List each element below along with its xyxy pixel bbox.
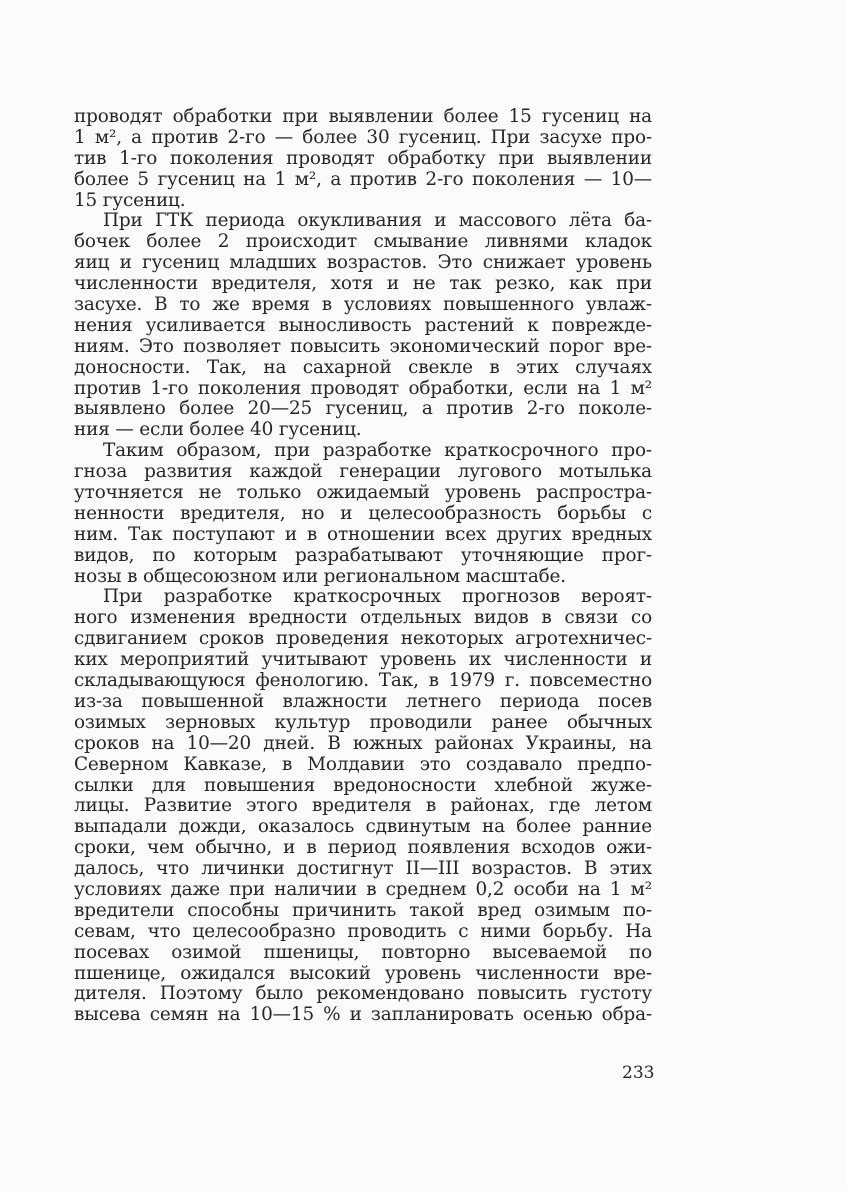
text-line: ния — если более 40 гусениц.	[74, 419, 362, 441]
text-line: нения усиливается выносливость растений к поврежде-	[74, 314, 652, 336]
text-line: ним. Так поступают и в отношении всех других вредных	[74, 523, 652, 545]
text-line: гноза развития каждой генерации лугового мотылька	[74, 461, 652, 483]
text-line: севам, что целесообразно проводить с ними борьбу. На	[74, 920, 652, 942]
text-line: далось, что личинки достигнут II—III возрастов. В этих	[74, 858, 652, 880]
page-number: 233	[622, 1063, 655, 1083]
text-line: нозы в общесоюзном или региональном масштабе.	[74, 565, 566, 587]
text-line: посевах озимой пшеницы, повторно высеваемой по	[74, 941, 652, 963]
text-line: лицы. Развитие этого вредителя в районах, где летом	[74, 795, 652, 817]
text-line: ких мероприятий учитывают уровень их численности и	[74, 649, 652, 671]
text-line: ного изменения вредности отдельных видов в связи со	[74, 607, 652, 629]
text-line: сдвиганием сроков проведения некоторых агротехничес-	[74, 628, 652, 650]
text-line: яиц и гусениц младших возрастов. Это снижает уровень	[74, 252, 652, 274]
text-line: озимых зерновых культур проводили ранее обычных	[74, 711, 652, 733]
text-line: дителя. Поэтому было рекомендовано повысить густоту	[74, 983, 652, 1005]
text-line: против 1-го поколения проводят обработки, если на 1 м²	[74, 377, 652, 399]
text-line: 15 гусениц.	[74, 189, 186, 211]
text-line: уточняется не только ожидаемый уровень распростра-	[74, 482, 652, 504]
text-line: из-за повышенной влажности летнего периода посев	[74, 690, 652, 712]
text-line: Северном Кавказе, в Молдавии это создавало предпо-	[74, 753, 652, 775]
text-line: При разработке краткосрочных прогнозов вероят-	[103, 586, 652, 608]
body-text	[74, 107, 652, 1026]
text-line: 1 м², а против 2-го — более 30 гусениц. При засухе про-	[74, 126, 652, 148]
text-line: При ГТК периода окукливания и массового лёта ба-	[103, 210, 652, 232]
text-line: засухе. В то же время в условиях повышенного увлаж-	[74, 294, 652, 316]
text-line: вредители способны причинить такой вред озимым по-	[74, 899, 652, 921]
text-line: выпадали дожди, оказалось сдвинутым на более ранние	[74, 816, 652, 838]
text-line: выявлено более 20—25 гусениц, а против 2-го поколе-	[74, 398, 652, 420]
text-line: высева семян на 10—15 % и запланировать осенью обра-	[74, 1004, 652, 1026]
text-line: сылки для повышения вредоносности хлебной жуже-	[74, 774, 652, 796]
text-line: проводят обработки при выявлении более 15 гусениц на	[74, 106, 652, 127]
text-line: более 5 гусениц на 1 м², а против 2-го поколения — 10—	[74, 168, 652, 190]
text-line: видов, по которым разрабатывают уточняющие прог-	[74, 544, 652, 566]
text-line: пшенице, ожидался высокий уровень численности вре-	[74, 962, 652, 984]
text-line: складывающуюся фенологию. Так, в 1979 г. повсеместно	[74, 670, 652, 692]
text-line: бочек более 2 происходит смывание ливнями кладок	[74, 231, 652, 253]
text-line: тив 1-го поколения проводят обработку при выявлении	[74, 147, 652, 169]
text-line: численности вредителя, хотя и не так резко, как при	[74, 273, 652, 295]
text-line: сроки, чем обычно, и в период появления всходов ожи-	[74, 837, 652, 859]
text-line: Таким образом, при разработке краткосрочного про-	[103, 440, 652, 462]
text-line: сроков на 10—20 дней. В южных районах Украины, на	[74, 732, 652, 754]
text-line: ниям. Это позволяет повысить экономический порог вре-	[74, 335, 652, 357]
text-line: условиях даже при наличии в среднем 0,2 особи на 1 м²	[74, 878, 652, 900]
text-line: доносности. Так, на сахарной свекле в этих случаях	[74, 356, 652, 378]
text-line: ненности вредителя, но и целесообразность борьбы с	[74, 502, 652, 524]
